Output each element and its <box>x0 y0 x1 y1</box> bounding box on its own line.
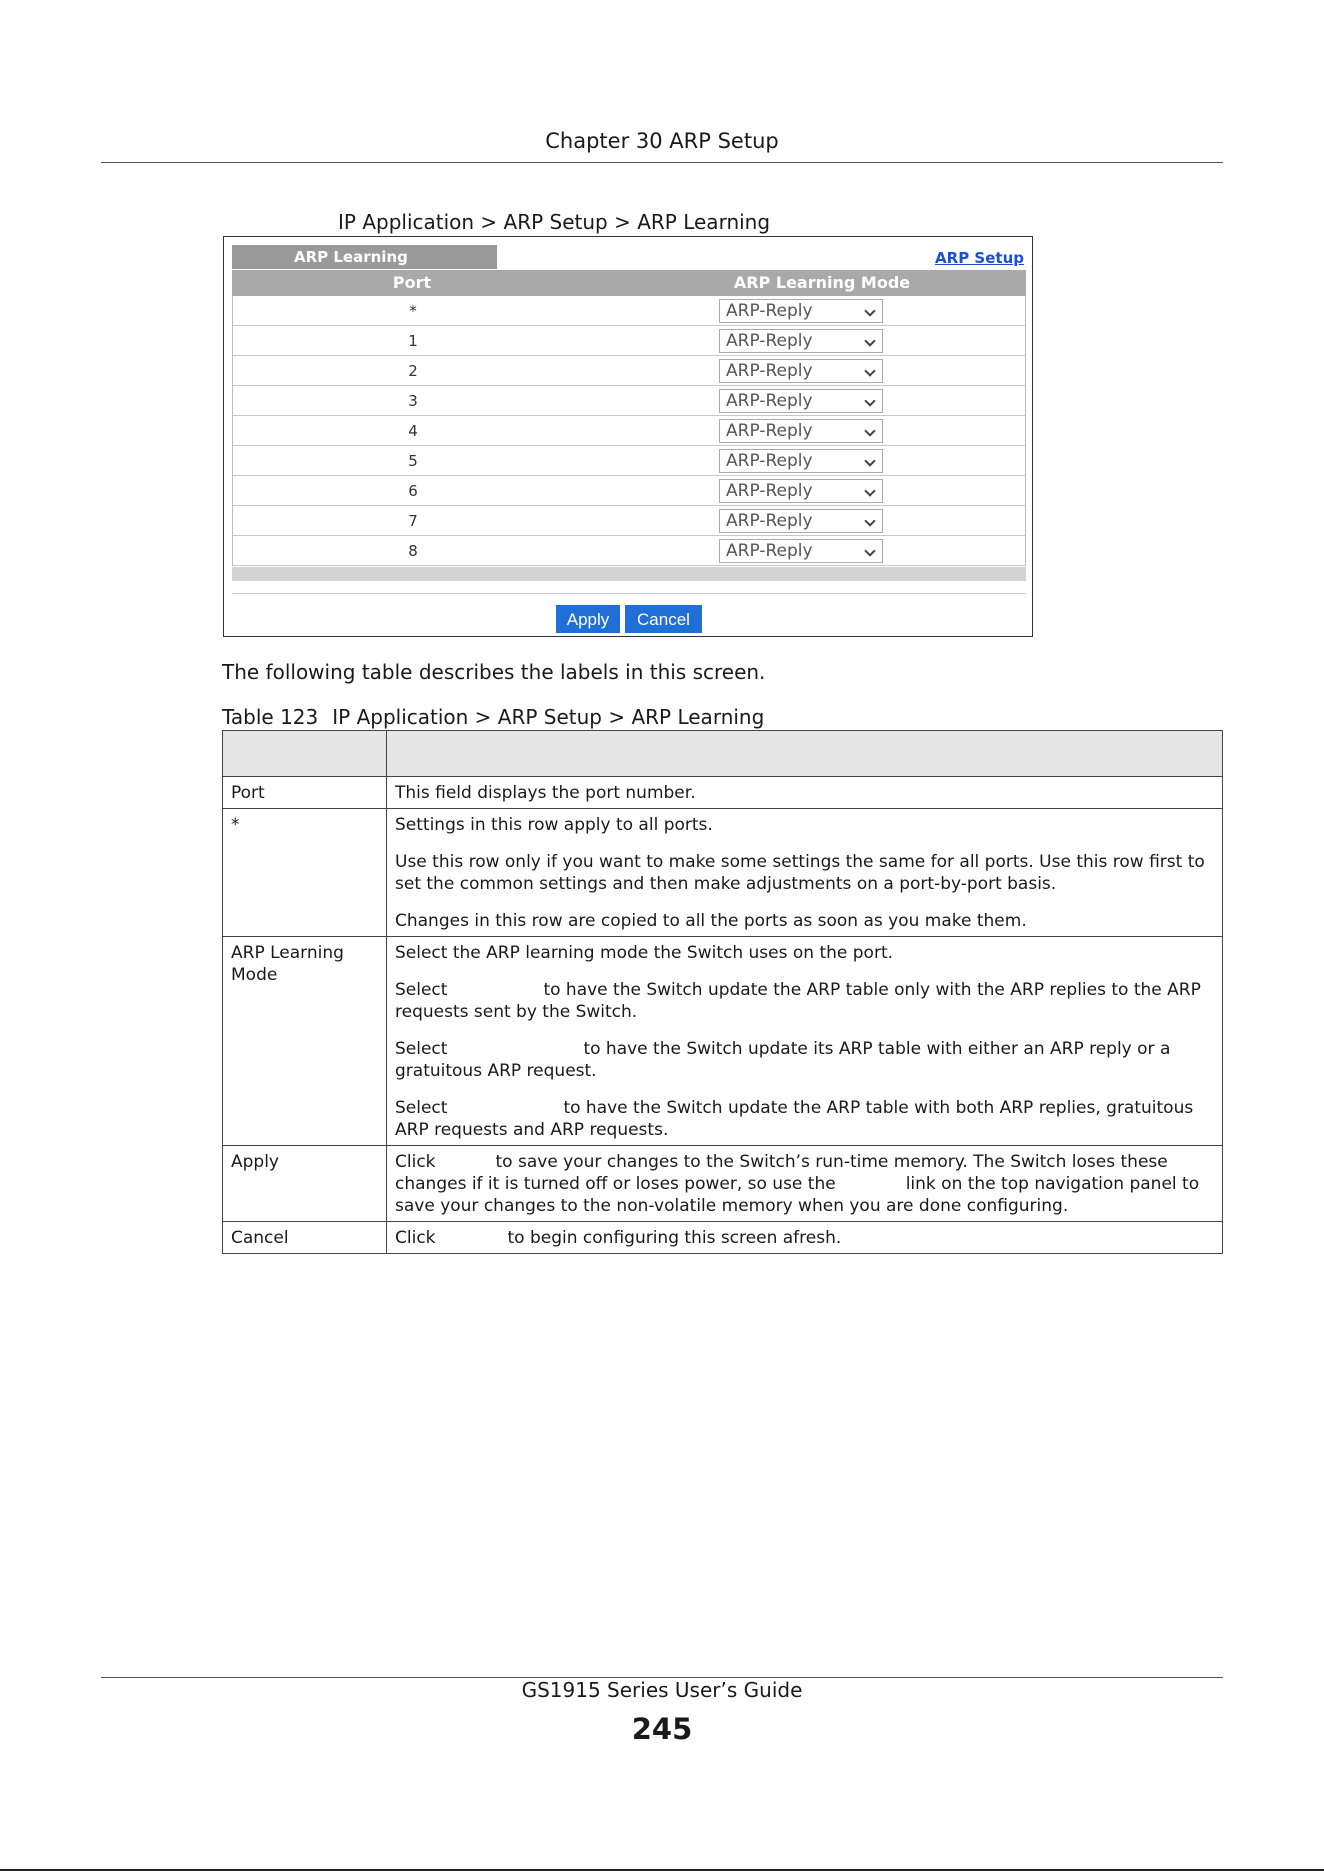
chevron-down-icon <box>864 515 875 526</box>
page-number: 245 <box>631 1712 693 1746</box>
row-label: ARP Learning Mode <box>223 937 387 1146</box>
scan-edge-line <box>0 1869 1324 1871</box>
table-row <box>223 809 1223 937</box>
port-column-header: Port <box>392 273 432 292</box>
table-row <box>233 447 1025 476</box>
table-title: IP Application > ARP Setup > ARP Learning <box>332 705 765 729</box>
arp-setup-link[interactable]: ARP Setup <box>935 249 1024 267</box>
chevron-down-icon <box>864 335 875 346</box>
description-header-cell <box>387 731 1223 777</box>
port-cell: 8 <box>408 542 418 560</box>
port-cell: 4 <box>408 422 418 440</box>
chevron-down-icon <box>864 365 875 376</box>
table-caption <box>222 705 764 729</box>
table-row <box>233 327 1025 356</box>
row-description: This field displays the port number. <box>387 777 1223 809</box>
divider <box>232 593 1026 594</box>
table-row <box>233 537 1025 566</box>
port-cell: * <box>409 302 417 320</box>
apply-button[interactable]: Apply <box>556 605 620 633</box>
arp-learning-screenshot <box>223 236 1033 637</box>
chapter-title: Chapter 30 ARP Setup <box>545 129 779 153</box>
table-row <box>233 477 1025 506</box>
chevron-down-icon <box>864 395 875 406</box>
chevron-down-icon <box>864 545 875 556</box>
table-number: Table 123 <box>222 705 319 729</box>
label-header-cell <box>223 731 387 777</box>
arp-learning-mode-select[interactable]: ARP-Reply <box>719 329 883 353</box>
header-rule <box>101 162 1223 163</box>
row-description: Settings in this row apply to all ports. Use this row only if you want to make some settings the same for all ports. Use this row first to set the common settings and then make adjustments on a port-by-port basis. Changes in this row are copied to all the ports as soon as you make them. <box>387 809 1223 937</box>
chevron-down-icon <box>864 485 875 496</box>
table-row <box>223 937 1223 1146</box>
ports-table-header <box>232 270 1026 296</box>
table-row <box>223 777 1223 809</box>
chevron-down-icon <box>864 455 875 466</box>
arp-learning-mode-select[interactable]: ARP-Reply <box>719 359 883 383</box>
table-footer-bar <box>232 567 1026 581</box>
arp-learning-mode-select[interactable]: ARP-Reply <box>719 389 883 413</box>
chevron-down-icon <box>864 305 875 316</box>
mode-column-header: ARP Learning Mode <box>733 273 911 292</box>
arp-learning-mode-select[interactable]: ARP-Reply <box>719 449 883 473</box>
arp-learning-tab: ARP Learning <box>232 245 497 269</box>
arp-learning-mode-select[interactable]: ARP-Reply <box>719 539 883 563</box>
table-row <box>223 1146 1223 1222</box>
arp-learning-mode-select[interactable]: ARP-Reply <box>719 509 883 533</box>
row-label: Apply <box>223 1146 387 1222</box>
table-row <box>233 507 1025 536</box>
table-row <box>233 297 1025 326</box>
arp-learning-mode-select[interactable]: ARP-Reply <box>719 299 883 323</box>
chevron-down-icon <box>864 425 875 436</box>
ports-table <box>232 296 1026 566</box>
table-row <box>223 1222 1223 1254</box>
port-cell: 3 <box>408 392 418 410</box>
intro-text: The following table describes the labels in this screen. <box>222 660 766 684</box>
cancel-button[interactable]: Cancel <box>625 605 702 633</box>
table-header-row <box>223 731 1223 777</box>
table-row <box>233 417 1025 446</box>
figure-caption: IP Application > ARP Setup > ARP Learning <box>338 210 771 234</box>
table-row <box>233 357 1025 386</box>
row-label: * <box>223 809 387 937</box>
port-cell: 5 <box>408 452 418 470</box>
row-description: Select the ARP learning mode the Switch uses on the port. Select to have the Switch update the ARP table only with the ARP replies to the ARP requests sent by the Switch. Select to have the Switch update its ARP table with either an ARP reply or a gratuitous ARP request. Select to have the Switch update the ARP table with both ARP replies, gratuitous ARP requests and ARP requests. <box>387 937 1223 1146</box>
port-cell: 1 <box>408 332 418 350</box>
description-table <box>222 730 1223 1254</box>
row-label: Port <box>223 777 387 809</box>
port-cell: 6 <box>408 482 418 500</box>
port-cell: 7 <box>408 512 418 530</box>
row-description: Click to save your changes to the Switch’s run-time memory. The Switch loses these changes if it is turned off or loses power, so use the link on the top navigation panel to save your changes to the non-volatile memory when you are done configuring. <box>387 1146 1223 1222</box>
arp-learning-mode-select[interactable]: ARP-Reply <box>719 419 883 443</box>
row-description: Click to begin configuring this screen afresh. <box>387 1222 1223 1254</box>
arp-learning-mode-select[interactable]: ARP-Reply <box>719 479 883 503</box>
port-cell: 2 <box>408 362 418 380</box>
row-label: Cancel <box>223 1222 387 1254</box>
table-row <box>233 387 1025 416</box>
guide-title: GS1915 Series User’s Guide <box>521 1678 803 1702</box>
